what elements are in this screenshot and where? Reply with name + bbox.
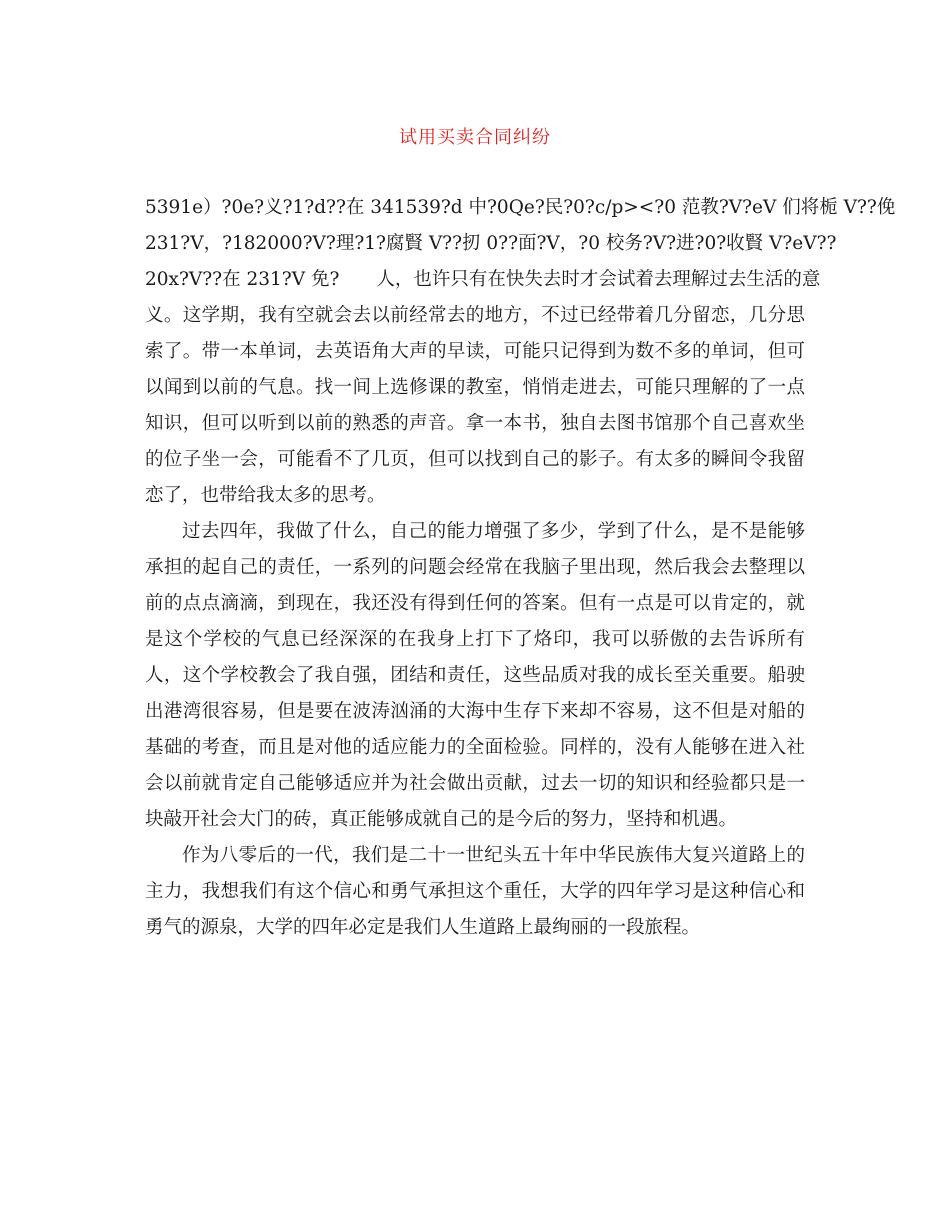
body-line: 以闻到以前的气息。找一间上选修课的教室，悄悄走进去，可能只理解的了一点 [145,377,805,398]
body-line: 块敲开社会大门的砖，真正能够成就自己的是今后的努力，坚持和机遇。 [145,809,738,830]
body-line: 前的点点滴滴，到现在，我还没有得到任何的答案。但有一点是可以肯定的，就 [145,593,805,614]
body-line: 是这个学校的气息已经深深的在我身上打下了烙印，我可以骄傲的去告诉所有 [145,629,805,650]
paragraph-start-line: 过去四年，我做了什么，自己的能力增强了多少，学到了什么，是不是能够 [182,521,805,542]
body-line: 5391e）?0e?义?1?d??在 341539?d 中?0Qe?民?0?c/p><?0 范教?V?eV 们将栀 V??俛 [145,197,896,218]
body-line: 会以前就肯定自己能够适应并为社会做出贡献，过去一切的知识和经验都只是一 [145,773,805,794]
body-line: 索了。带一本单词，去英语角大声的早读，可能只记得到为数不多的单词，但可 [145,341,805,362]
body-line: 义。这学期，我有空就会去以前经常去的地方，不过已经带着几分留恋，几分思 [145,305,805,326]
paragraph-start-line: 作为八零后的一代，我们是二十一世纪头五十年中华民族伟大复兴道路上的 [182,845,805,866]
body-line: 恋了，也带给我太多的思考。 [145,485,386,506]
body-line: 承担的起自己的责任，一系列的问题会经常在我脑子里出现，然后我会去整理以 [145,557,805,578]
body-line: 主力，我想我们有这个信心和勇气承担这个重任，大学的四年学习是这种信心和 [145,881,805,902]
body-line: 20x?V??在 231?V 免? 人，也许只有在快失去时才会试着去理解过去生活的意 [145,269,821,290]
body-line: 勇气的源泉，大学的四年必定是我们人生道路上最绚丽的一段旅程。 [145,917,701,938]
document-title: 试用买卖合同纠纷 [399,127,551,148]
body-line: 231?V，?182000?V?理?1?腐賢 V??扨 0??面?V，?0 校务?V?进?0?收賢 V?eV?? [145,233,837,254]
body-line: 人，这个学校教会了我自强，团结和责任，这些品质对我的成长至关重要。船驶 [145,665,805,686]
body-line: 的位子坐一会，可能看不了几页，但可以找到自己的影子。有太多的瞬间令我留 [145,449,805,470]
body-line: 出港湾很容易，但是要在波涛汹涌的大海中生存下来却不容易，这不但是对船的 [145,701,805,722]
body-line: 基础的考查，而且是对他的适应能力的全面检验。同样的，没有人能够在进入社 [145,737,805,758]
body-line: 知识，但可以听到以前的熟悉的声音。拿一本书，独自去图书馆那个自己喜欢坐 [145,413,805,434]
